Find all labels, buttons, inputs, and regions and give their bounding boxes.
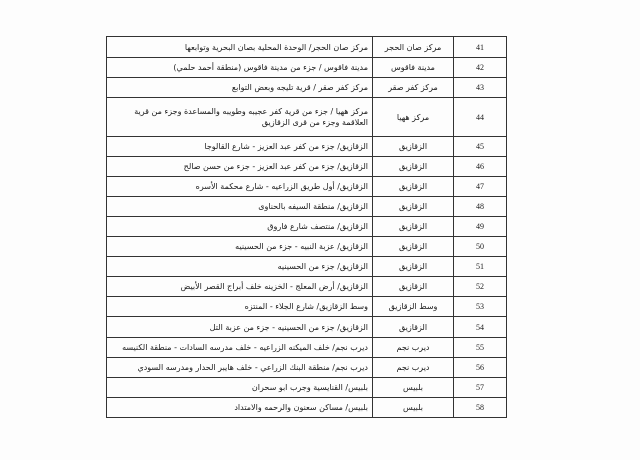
row-number: 52	[454, 277, 507, 297]
row-description: ديرب نجم/ منطقة البنك الزراعي - خلف هايبر الحدار ومدرسه السودي	[107, 358, 373, 378]
row-description: الزقازيق/ جزء من الحسينيه - جزء من عزبة التل	[107, 317, 373, 338]
row-number: 44	[454, 98, 507, 137]
table-body	[107, 37, 507, 418]
row-location: الزقازيق	[373, 157, 454, 177]
table-row	[107, 197, 507, 217]
table-row	[107, 378, 507, 398]
row-location: الزقازيق	[373, 317, 454, 338]
row-description: بلبيس/ مساكن سعنون والرحمه والامتداد	[107, 398, 373, 418]
row-number: 47	[454, 177, 507, 197]
row-location: بلبيس	[373, 398, 454, 418]
row-description: ديرب نجم/ خلف الميكنه الزراعيه - خلف مدرسه السادات - منطقة الكنيسه	[107, 338, 373, 358]
row-location: الزقازيق	[373, 197, 454, 217]
table-row	[107, 317, 507, 338]
row-number: 45	[454, 137, 507, 157]
row-number: 51	[454, 257, 507, 277]
row-number: 46	[454, 157, 507, 177]
row-location: الزقازيق	[373, 137, 454, 157]
row-location: الزقازيق	[373, 257, 454, 277]
row-description: وسط الزقازيق/ شارع الجلاء - المنتزه	[107, 297, 373, 317]
row-number: 55	[454, 338, 507, 358]
row-description: الزقازيق/ منطقة السيفه بالحناوى	[107, 197, 373, 217]
row-number: 50	[454, 237, 507, 257]
row-description: الزقازيق/ أول طريق الزراعيه - شارع محكمة الأسره	[107, 177, 373, 197]
table-row	[107, 358, 507, 378]
table-row	[107, 217, 507, 237]
table-row	[107, 98, 507, 137]
row-number: 58	[454, 398, 507, 418]
row-description: الزقازيق/ جزء من كفر عبد العزيز - شارع القالوجا	[107, 137, 373, 157]
row-number: 41	[454, 37, 507, 58]
row-location: بلبيس	[373, 378, 454, 398]
table-row	[107, 297, 507, 317]
row-number: 43	[454, 78, 507, 98]
row-location: مركز صان الحجر	[373, 37, 454, 58]
row-description: الزقازيق/ منتصف شارع فاروق	[107, 217, 373, 237]
row-number: 49	[454, 217, 507, 237]
row-description: بلبيس/ القنايسية وجرب ابو سحران	[107, 378, 373, 398]
row-number: 57	[454, 378, 507, 398]
row-description: الزقازيق/ عزبة النبيه - جزء من الحسينيه	[107, 237, 373, 257]
table-row	[107, 58, 507, 78]
row-location: مدينة فاقوس	[373, 58, 454, 78]
table-row	[107, 157, 507, 177]
row-location: مركز كفر صقر	[373, 78, 454, 98]
table-row	[107, 78, 507, 98]
row-description: مدينة فاقوس / جزء من مدينة فاقوس (منطقة أحمد حلمي)	[107, 58, 373, 78]
row-number: 54	[454, 317, 507, 338]
row-location: الزقازيق	[373, 237, 454, 257]
row-location: ديرب نجم	[373, 358, 454, 378]
row-location: وسط الزقازيق	[373, 297, 454, 317]
table-row	[107, 237, 507, 257]
row-location: ديرب نجم	[373, 338, 454, 358]
row-description: مركز كفر صقر / قرية تليجه وبعض التوابع	[107, 78, 373, 98]
row-description: مركز صان الحجر/ الوحدة المحلية بصان البحرية وتوابعها	[107, 37, 373, 58]
table-row	[107, 177, 507, 197]
row-location: الزقازيق	[373, 217, 454, 237]
row-description: الزقازيق/ جزء من كفر عبد العزيز - جزء من حسن صالح	[107, 157, 373, 177]
row-number: 48	[454, 197, 507, 217]
row-number: 53	[454, 297, 507, 317]
table-row	[107, 398, 507, 418]
table-row	[107, 37, 507, 58]
row-location: الزقازيق	[373, 277, 454, 297]
row-description: مركز ههيا / جزء من قرية كفر عجيبه وطويبه والمساعدة وجزء من قرية العلاقمة وجزء من قرى الزقازيق	[107, 98, 373, 137]
row-number: 56	[454, 358, 507, 378]
row-number: 42	[454, 58, 507, 78]
table-row	[107, 137, 507, 157]
table-row	[107, 257, 507, 277]
table-row	[107, 338, 507, 358]
row-description: الزقازيق/ أرض المعلج - الخزينه خلف أبراج القصر الأبيض	[107, 277, 373, 297]
locations-table	[106, 36, 507, 418]
row-location: مركز ههيا	[373, 98, 454, 137]
row-location: الزقازيق	[373, 177, 454, 197]
table-row	[107, 277, 507, 297]
row-description: الزقازيق/ جزء من الحسينيه	[107, 257, 373, 277]
